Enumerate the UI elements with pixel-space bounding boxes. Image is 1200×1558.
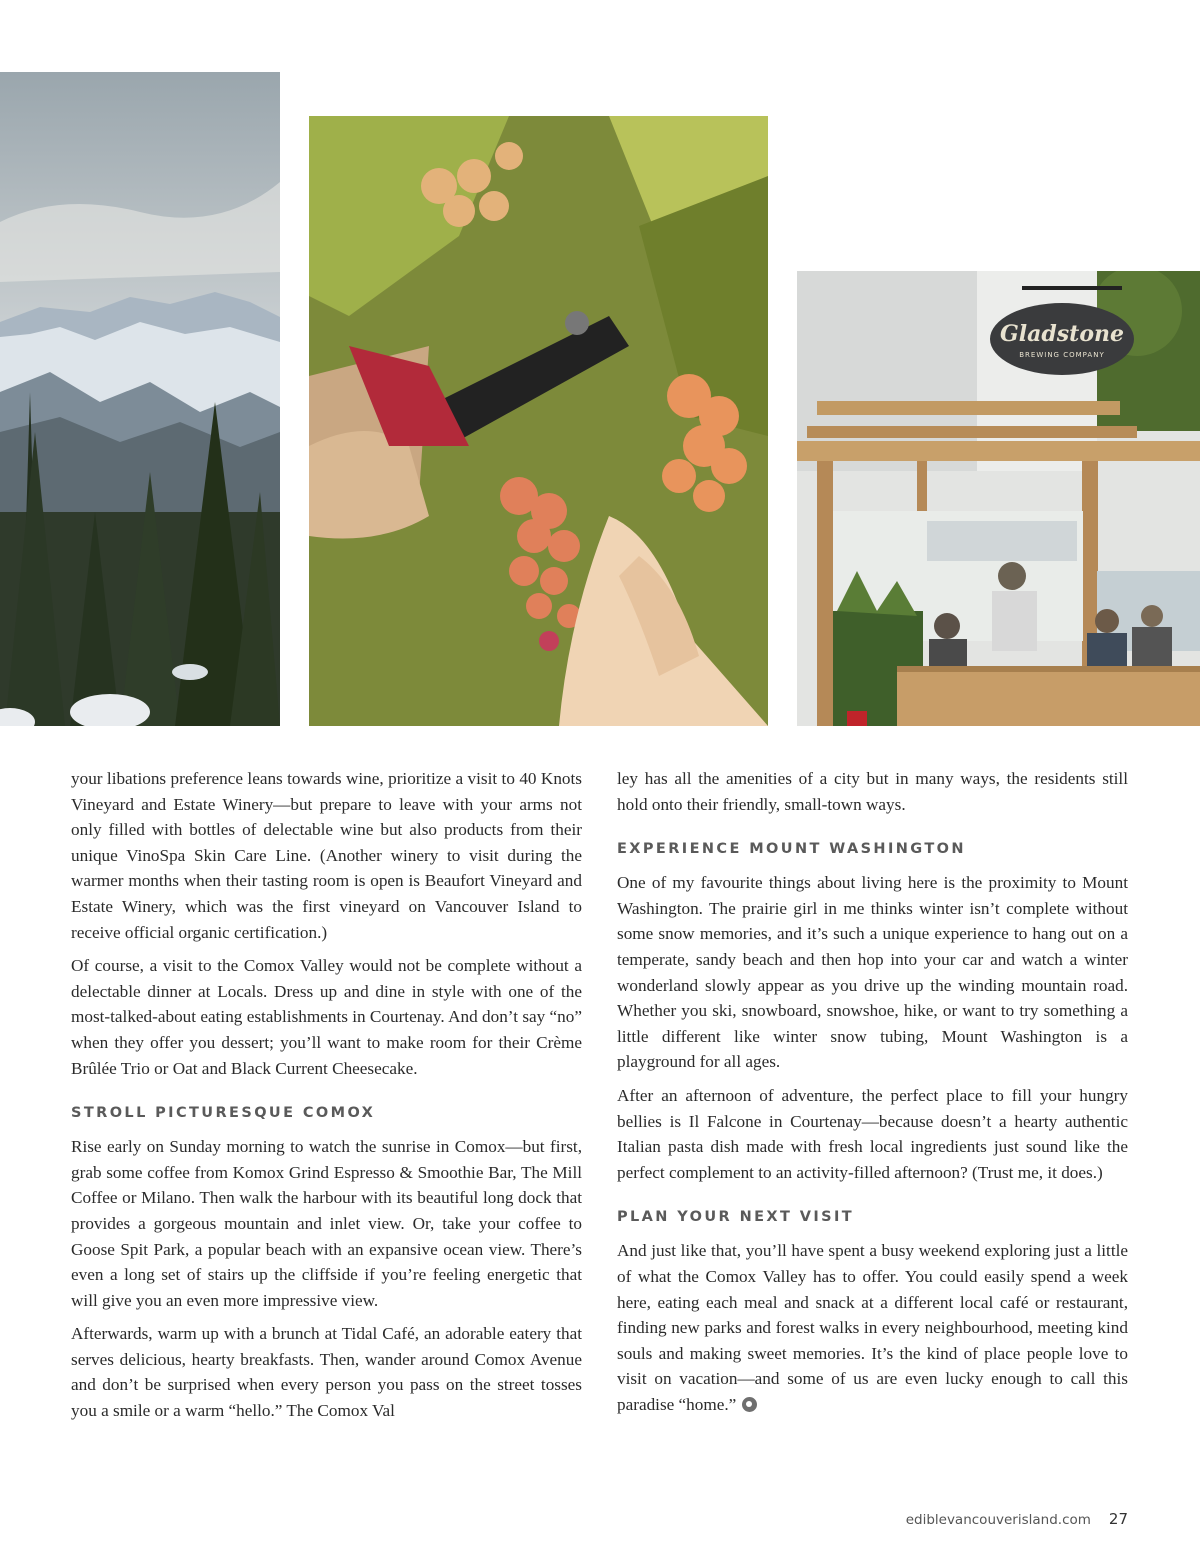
- paragraph-tidal-cafe: Afterwards, warm up with a brunch at Tidal Café, an adorable eatery that serves delicious, hearty breakfasts. Then, wander around Comox Avenue and don’t be surprised when every person you pass on the street tosses you a smile or a warm “hello.” The Comox Val: [71, 1324, 582, 1421]
- page-number: 27: [1108, 1510, 1128, 1528]
- paragraph-comox-valley: ley has all the amenities of a city but in many ways, the residents still hold onto their friendly, small-town ways.: [617, 769, 1128, 814]
- paragraph-wineries: your libations preference leans towards wine, prioritize a visit to 40 Knots Vineyard and Estate Winery—but prepare to leave with your arms not only filled with bottles of delectable wine but also products from their unique VinoSpa Skin Care Line. (Another winery to visit during the warmer months when their tasting room is open is Beaufort Vineyard and Estate Winery, which was the first vineyard on Vancouver Island to receive official organic certification.): [71, 769, 582, 942]
- paragraph-closing: [617, 1238, 1128, 1417]
- paragraph-locals-dinner: Of course, a visit to the Comox Valley would not be complete without a delectable dinner at Locals. Dress up and dine in style with one of the most-talked-about eating establishments in Courtenay. And don’t say “no” when they offer you dessert; you’ll want to make room for their Crème Brûlée Trio or Oat and Black Current Cheesecake.: [71, 956, 582, 1078]
- paragraph-comox-sunrise: Rise early on Sunday morning to watch the sunrise in Comox—but first, grab some coffee from Komox Grind Espresso & Smoothie Bar, The Mill Coffee or Milano. Then walk the harbour with its beautiful long dock that provides a gorgeous mountain and inlet view. Or, take your coffee to Goose Spit Park, a popular beach with an expansive ocean view. There’s even a long set of stairs up the cliffside if you’re feeling energetic that will give you an even more impressive view.: [71, 1137, 582, 1310]
- heading-mount-washington: EXPERIENCE MOUNT WASHINGTON: [617, 841, 966, 858]
- heading-stroll-comox: STROLL PICTURESQUE COMOX: [71, 1105, 376, 1122]
- brewery-illustration: [797, 271, 1200, 726]
- article-left-column: [71, 766, 582, 1432]
- brewery-photo: [797, 271, 1200, 726]
- heading-plan-visit: PLAN YOUR NEXT VISIT: [617, 1209, 855, 1226]
- footer-site-link[interactable]: ediblevancouverisland.com: [905, 1512, 1091, 1528]
- article-right-column: [617, 766, 1128, 1425]
- grape-illustration: [309, 116, 768, 726]
- brewery-sign-title: Gladstone: [1000, 321, 1124, 347]
- brewery-sign-subtitle: BREWING COMPANY: [1019, 351, 1105, 359]
- grape-harvest-photo: [309, 116, 768, 726]
- mountain-photo: [0, 72, 280, 726]
- paragraph-il-falcone: After an afternoon of adventure, the perfect place to fill your hungry bellies is Il Falcone in Courtenay—because doesn’t a hearty authentic Italian pasta dish made with fresh local ingredients just sound like the perfect complement to an activity-filled afternoon? (Trust me, it does.): [617, 1085, 1128, 1182]
- closing-text: And just like that, you’ll have spent a busy weekend exploring just a little of what the Comox Valley has to offer. You could easily spend a week here, eating each meal and snack at a different local café or restaurant, finding new parks and forest walks in every neighbourhood, meeting kind souls and making sweet memories. It’s the kind of place people love to visit on vacation—and some of us are even lucky enough to call this paradise “home.”: [617, 1241, 1128, 1414]
- page-footer: [906, 1510, 1128, 1528]
- end-mark-icon: [742, 1397, 757, 1412]
- mountain-illustration: [0, 72, 280, 726]
- paragraph-mount-washington: One of my favourite things about living here is the proximity to Mount Washington. The prairie girl in me thinks winter isn’t complete without some snow memories, and it’s such a unique experience to hang out on a temperate, sandy beach and then hop into your car and watch a winter wonderland slowly appear as you drive up the winding mountain road. Whether you ski, snowboard, snowshoe, hike, or want to try something a little different like winter snow tubing, Mount Washington is a playground for all ages.: [617, 873, 1128, 1072]
